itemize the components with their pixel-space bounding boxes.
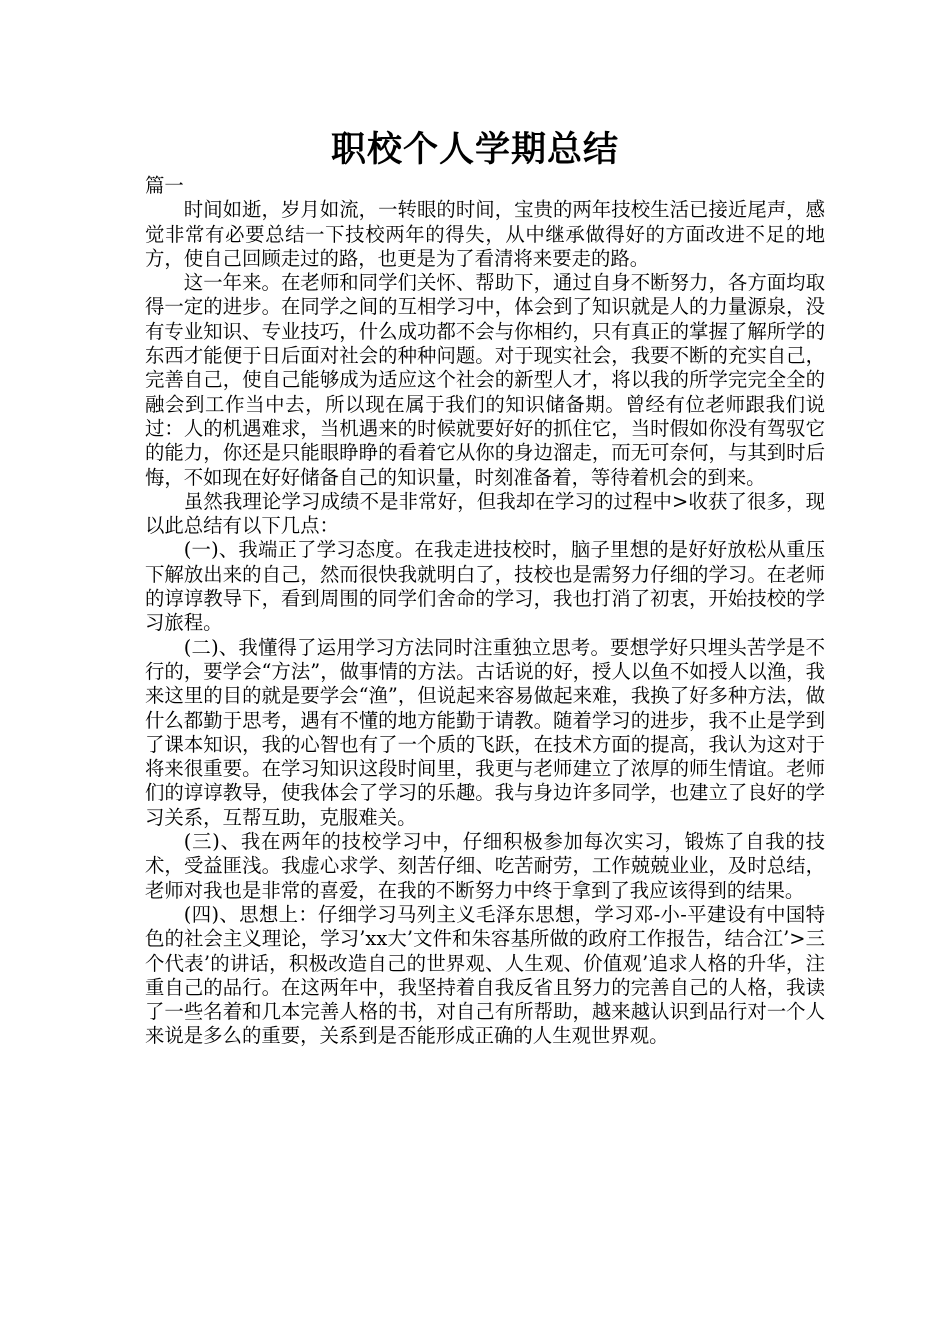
paragraph-point-3: (三)、我在两年的技校学习中，仔细积极参加每次实习，锻炼了自我的技术，受益匪浅。我虚心求学、刻苦仔细、吃苦耐劳，工作兢兢业业，及时总结，老师对我也是非常的喜爱，在我的不断努力中终于拿到了我应该得到的结果。: [145, 830, 825, 902]
section-label: 篇一: [145, 174, 184, 197]
paragraph-point-2: (二)、我懂得了运用学习方法同时注重独立思考。要想学好只埋头苦学是不行的，要学会“方法”，做事情的方法。古话说的好，授人以鱼不如授人以渔，我来这里的目的就是要学会“渔”，但说起来容易做起来难，我换了好多种方法，做什么都勤于思考，遇有不懂的地方能勤于请教。随着学习的进步，我不止是学到了课本知识，我的心智也有了一个质的飞跃，在技术方面的提高，我认为这对于将来很重要。在学习知识这段时间里，我更与老师建立了浓厚的师生情谊。老师们的谆谆教导，使我体会了学习的乐趣。我与身边许多同学，也建立了良好的学习关系，互帮互助，克服难关。: [145, 635, 825, 829]
paragraph-past-year: 这一年来。在老师和同学们关怀、帮助下，通过自身不断努力，各方面均取得一定的进步。在同学之间的互相学习中，体会到了知识就是人的力量源泉，没有专业知识、专业技巧，什么成功都不会与你相约，只有真正的掌握了解所学的东西才能便于日后面对社会的种种问题。对于现实社会，我要不断的充实自己，完善自己，使自己能够成为适应这个社会的新型人才，将以我的所学完完全全的融会到工作当中去，所以现在属于我们的知识储备期。曾经有位老师跟我们说过：人的机遇难求，当机遇来的时候就要好好的抓住它，当时假如你没有驾驭它的能力，你还是只能眼睁睁的看着它从你的身边溜走，而无可奈何，与其到时后悔，不如现在好好储备自己的知识量，时刻准备着，等待着机会的到来。: [145, 271, 825, 489]
paragraph-summary-lead: 虽然我理论学习成绩不是非常好，但我却在学习的过程中>收获了很多，现以此总结有以下几点：: [145, 489, 825, 538]
paragraph-intro: 时间如逝，岁月如流，一转眼的时间，宝贵的两年技校生活已接近尾声，感觉非常有必要总结一下技校两年的得失，从中继承做得好的方面改进不足的地方，使自己回顾走过的路，也更是为了看清将来要走的路。: [145, 198, 825, 270]
document-title: 职校个人学期总结: [330, 130, 619, 170]
paragraph-point-1: (一)、我端正了学习态度。在我走进技校时，脑子里想的是好好放松从重压下解放出来的自己，然而很快我就明白了，技校也是需努力仔细的学习。在老师的谆谆教导下，看到周围的同学们舍命的学习，我也打消了初衷，开始技校的学习旅程。: [145, 538, 825, 635]
document-body: [145, 174, 825, 1049]
paragraph-point-4: (四)、思想上：仔细学习马列主义毛泽东思想，学习邓-小-平建设有中国特色的社会主义理论，学习’xx大’文件和朱容基所做的政府工作报告，结合江’>三个代表’的讲话，积极改造自己的世界观、人生观、价值观’追求人格的升华，注重自己的品行。在这两年中，我坚持着自我反省且努力的完善自己的人格，我读了一些名着和几本完善人格的书，对自己有所帮助，越来越认识到品行对一个人来说是多么的重要，关系到是否能形成正确的人生观世界观。: [145, 902, 825, 1048]
